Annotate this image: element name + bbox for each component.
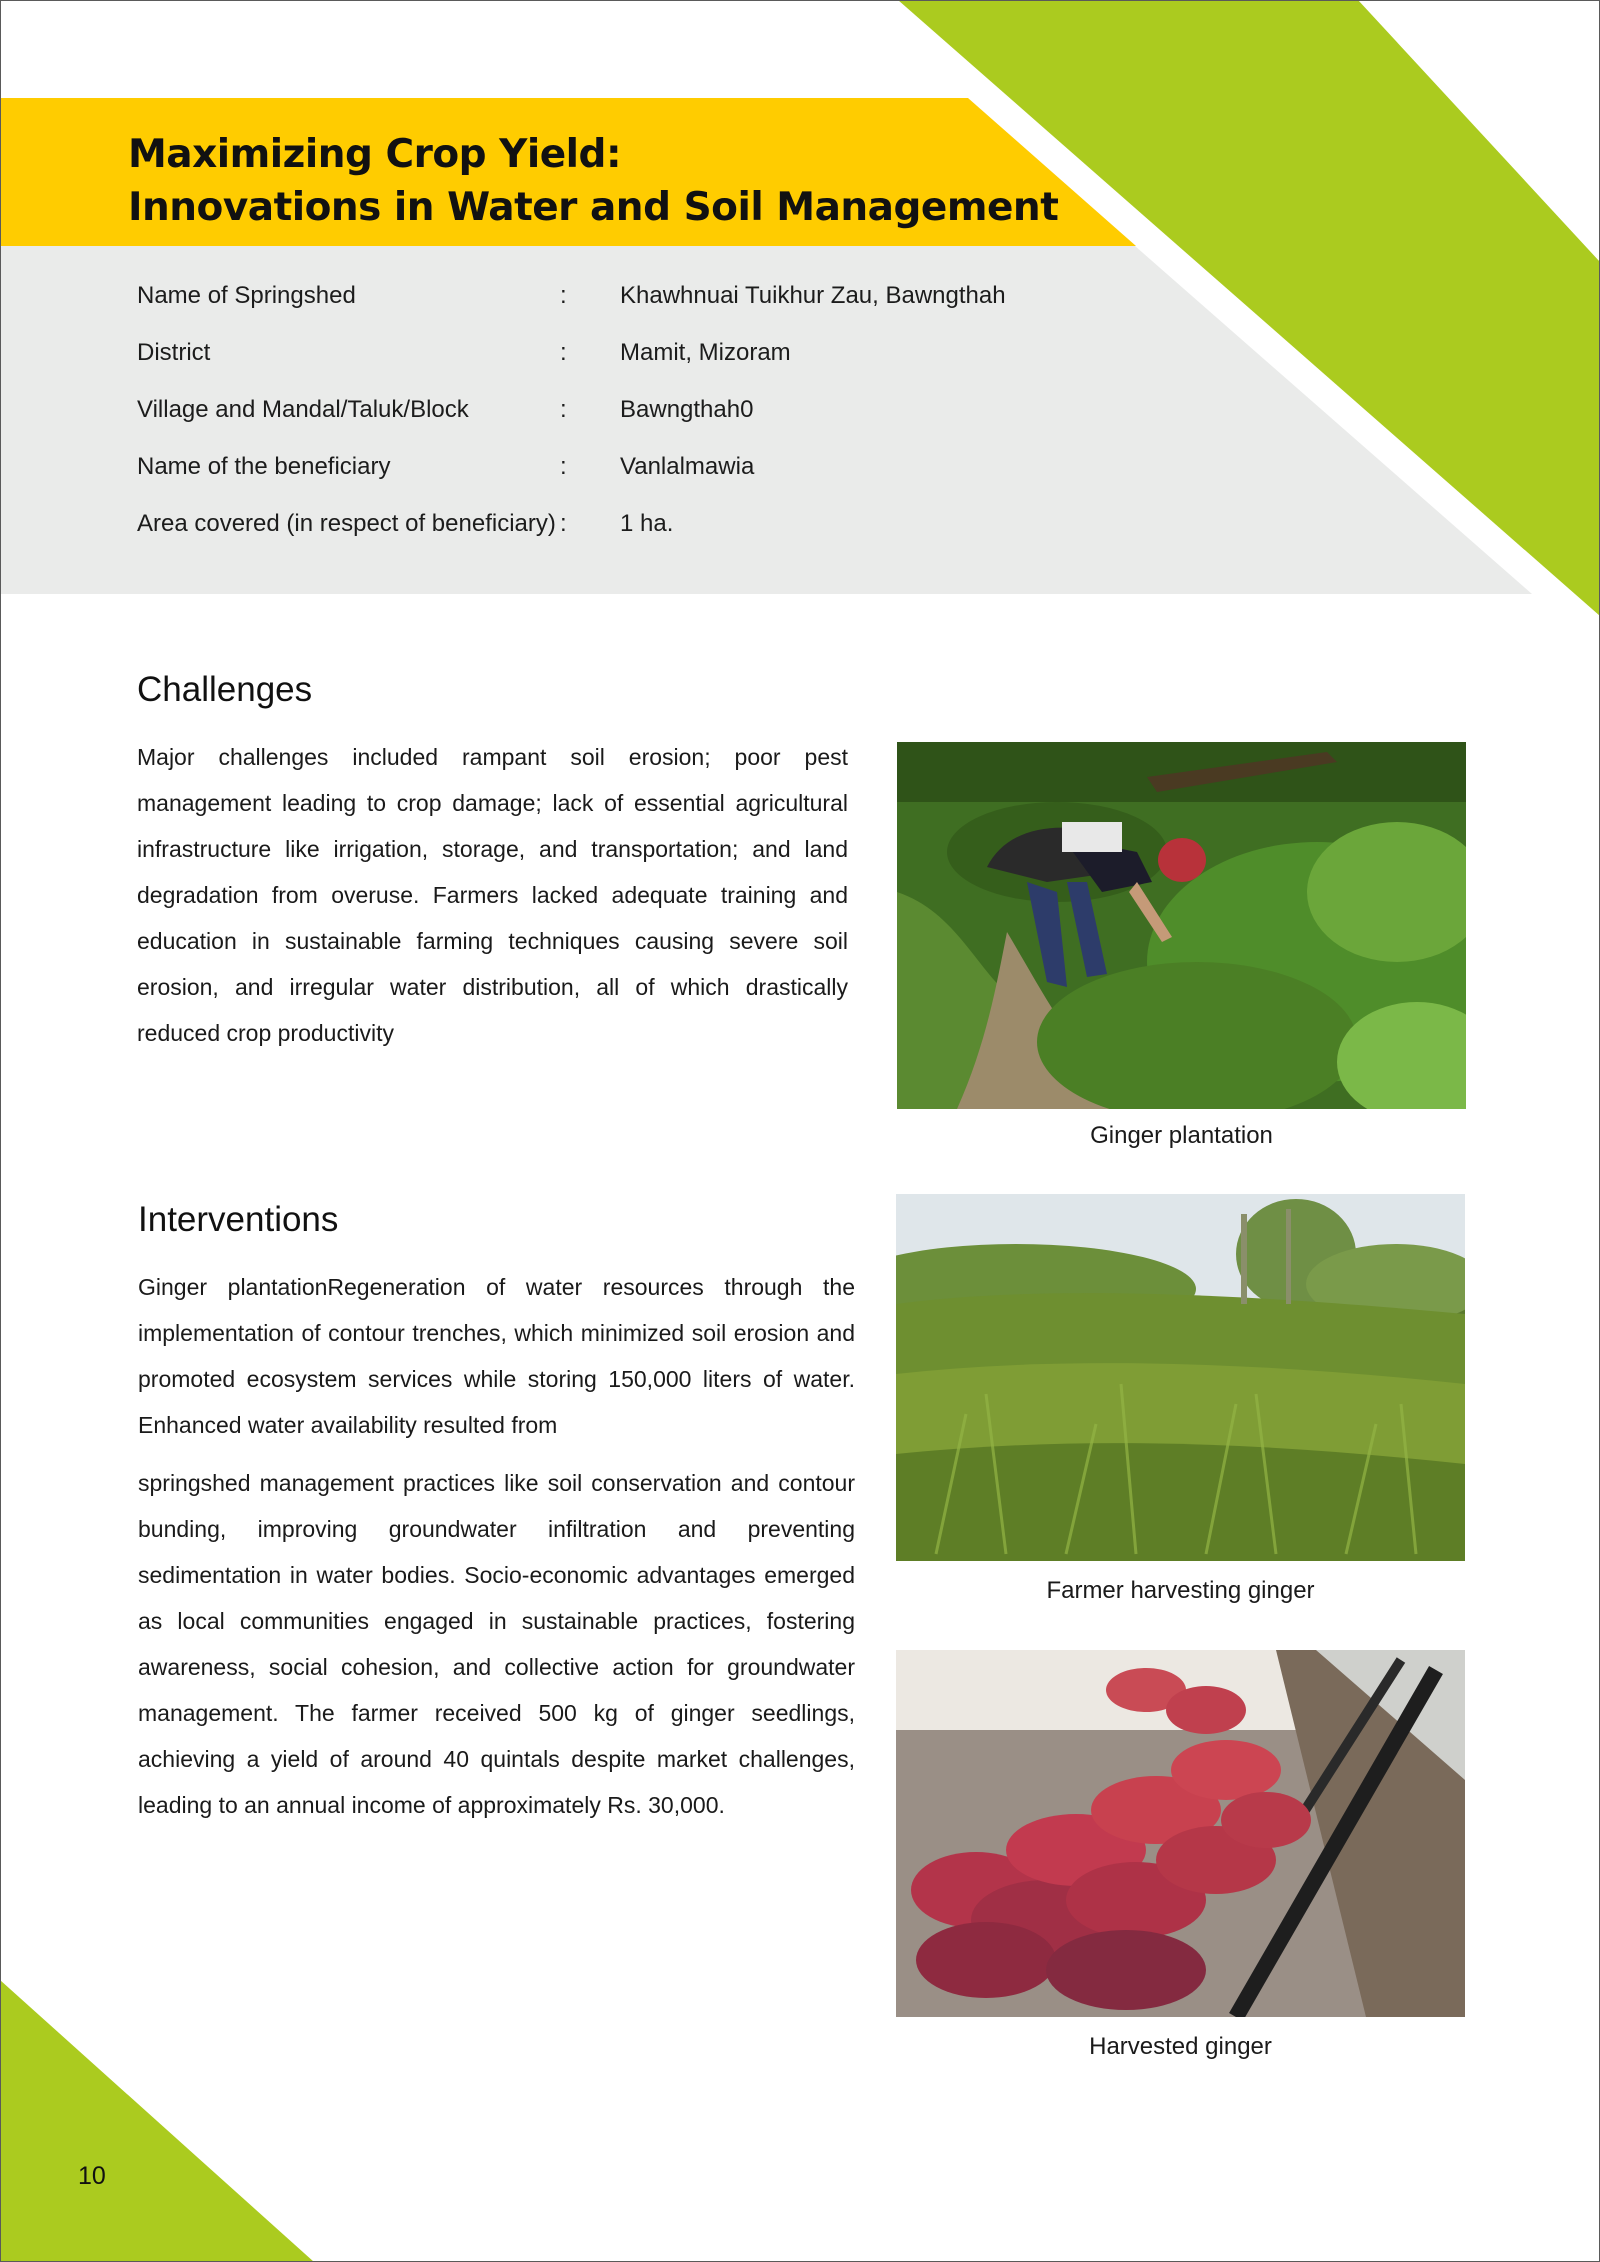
- info-label: Name of Springshed: [137, 282, 356, 309]
- interventions-heading: Interventions: [138, 1200, 339, 1239]
- info-value: Mamit, Mizoram: [620, 339, 791, 366]
- info-label: Name of the beneficiary: [137, 453, 391, 480]
- page-number: 10: [78, 2162, 106, 2190]
- info-label: District: [137, 339, 211, 366]
- photo-ginger-plantation: [897, 742, 1466, 1109]
- info-value: Khawhnuai Tuikhur Zau, Bawngthah: [620, 282, 1006, 309]
- info-colon: :: [560, 510, 567, 537]
- info-colon: :: [560, 339, 567, 366]
- title-line-1: Maximizing Crop Yield:: [128, 132, 622, 177]
- title-line-2: Innovations in Water and Soil Management: [128, 185, 1059, 230]
- info-label: Area covered (in respect of beneficiary): [137, 510, 556, 537]
- challenges-paragraph: Major challenges included rampant soil erosion; poor pest management leading to crop damage; lack of essential agricultural infrastructure like irrigation, storage, and transportation; and land degradation from overuse. Farmers lacked adequate training and education in sustainable farming techniques causing severe soil erosion, and irregular water distribution, all of which drastically reduced crop productivity: [137, 744, 848, 1046]
- info-value: Bawngthah0: [620, 396, 754, 423]
- interventions-paragraph-1: Ginger plantationRegeneration of water resources through the implementation of contour trenches, which minimized soil erosion and promoted ecosystem services while storing 150,000 liters of water. Enhanced water availability resulted from: [138, 1274, 855, 1438]
- page-title: [128, 128, 1058, 234]
- photo-caption: Farmer harvesting ginger: [1046, 1577, 1315, 1604]
- photo-farmer-harvesting-ginger: [896, 1194, 1465, 1561]
- interventions-paragraph-2: springshed management practices like soil conservation and contour bunding, improving groundwater infiltration and preventing sedimentation in water bodies. Socio-economic advantages emerged as local communities engaged in sustainable practices, fostering awareness, social cohesion, and collective action for groundwater management. The farmer received 500 kg of ginger seedlings, achieving a yield of around 40 quintals despite market challenges, leading to an annual income of approximately Rs. 30,000.: [138, 1470, 855, 1818]
- corner-green-bottom: [0, 1980, 314, 2262]
- info-value: Vanlalmawia: [620, 453, 755, 480]
- info-colon: :: [560, 396, 567, 423]
- photo-harvested-ginger: [896, 1650, 1465, 2017]
- info-colon: :: [560, 453, 567, 480]
- info-value: 1 ha.: [620, 510, 674, 537]
- info-label: Village and Mandal/Taluk/Block: [137, 396, 469, 423]
- photo-caption: Harvested ginger: [1089, 2033, 1272, 2060]
- photo-caption: Ginger plantation: [1090, 1122, 1273, 1149]
- info-colon: :: [560, 282, 567, 309]
- challenges-heading: Challenges: [137, 670, 313, 709]
